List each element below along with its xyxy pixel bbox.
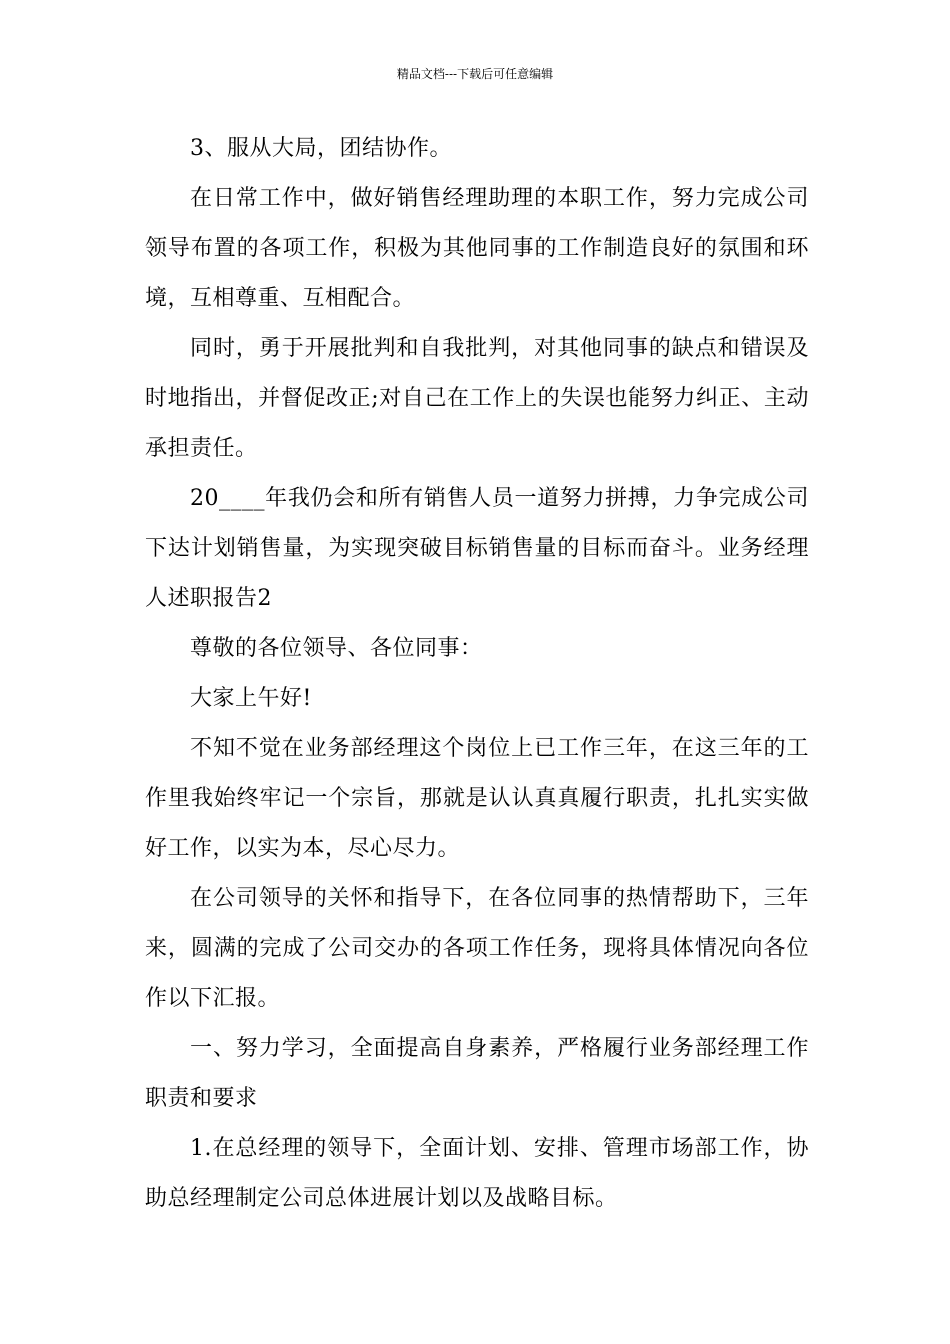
paragraph: 在公司领导的关怀和指导下，在各位同事的热情帮助下，三年来，圆满的完成了公司交办的各项工作任务，现将具体情况向各位作以下汇报。 [145,886,809,1011]
paragraph: 尊敬的各位领导、各位同事： [190,636,483,661]
paragraph: 20____年我仍会和所有销售人员一道努力拼搏，力争完成公司下达计划销售量，为实现突破目标销售量的目标而奋斗。业务经理人述职报告2 [145,486,809,611]
paragraph: 3、服从大局，团结协作。 [190,136,452,161]
document-body [145,124,809,1224]
paragraph: 不知不觉在业务部经理这个岗位上已工作三年，在这三年的工作里我始终牢记一个宗旨，那就是认认真真履行职责，扎扎实实做好工作，以实为本，尽心尽力。 [145,736,809,861]
paragraph: 在日常工作中，做好销售经理助理的本职工作，努力完成公司领导布置的各项工作，积极为其他同事的工作制造良好的氛围和环境，互相尊重、互相配合。 [145,186,809,311]
paragraph: 一、努力学习，全面提高自身素养，严格履行业务部经理工作职责和要求 [145,1036,809,1111]
page-header: 精品文档---下载后可任意编辑 [396,67,554,81]
paragraph: 1.在总经理的领导下，全面计划、安排、管理市场部工作，协助总经理制定公司总体进展计划以及战略目标。 [145,1136,809,1211]
paragraph: 同时，勇于开展批判和自我批判，对其他同事的缺点和错误及时地指出，并督促改正;对自己在工作上的失误也能努力纠正、主动承担责任。 [145,336,809,461]
paragraph: 大家上午好! [190,686,312,711]
